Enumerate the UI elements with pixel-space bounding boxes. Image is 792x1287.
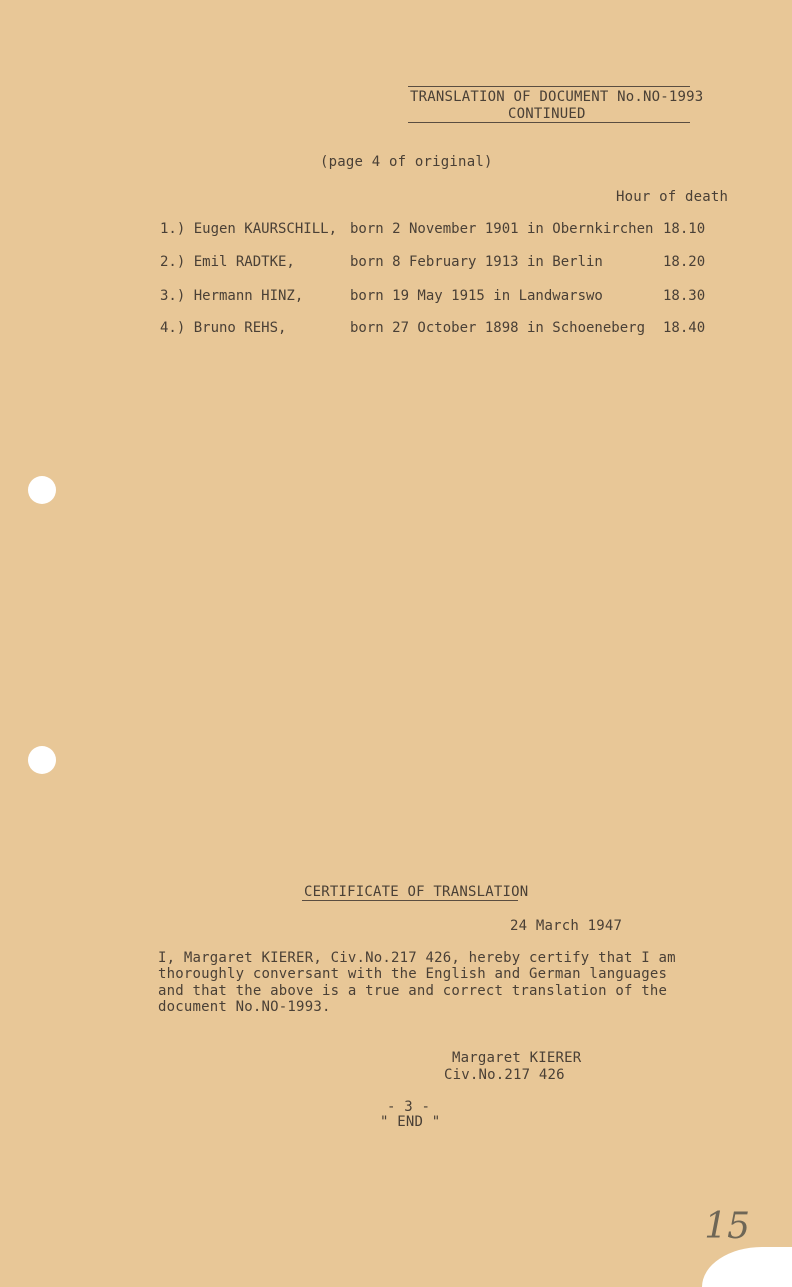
signature: Margaret KIERER bbox=[452, 1050, 582, 1066]
page-note: (page 4 of original) bbox=[320, 154, 493, 170]
certificate-body-line: and that the above is a true and correct translation of the bbox=[158, 983, 668, 999]
entry-name: 3.) Hermann HINZ, bbox=[160, 288, 304, 304]
certificate-title-rule bbox=[302, 900, 518, 901]
list-item bbox=[160, 221, 720, 241]
entry-name: 2.) Emil RADTKE, bbox=[160, 254, 295, 270]
entry-birth: born 19 May 1915 in Landwarswo bbox=[350, 288, 603, 304]
punch-hole bbox=[28, 746, 56, 774]
entry-birth: born 8 February 1913 in Berlin bbox=[350, 254, 603, 270]
header-rule-top bbox=[408, 86, 690, 87]
list-item bbox=[160, 320, 720, 340]
end-mark: " END " bbox=[380, 1114, 441, 1130]
entry-hour: 18.10 bbox=[663, 221, 706, 237]
entry-hour: 18.40 bbox=[663, 320, 706, 336]
header-rule-bottom bbox=[408, 122, 690, 123]
document-header: TRANSLATION OF DOCUMENT No.NO-1993 bbox=[410, 89, 704, 105]
handwritten-page-number: 15 bbox=[704, 1206, 750, 1247]
signature-civ-no: Civ.No.217 426 bbox=[444, 1067, 565, 1083]
list-item bbox=[160, 254, 720, 274]
certificate-body-line: thoroughly conversant with the English and German languages bbox=[158, 966, 668, 982]
page-number: - 3 - bbox=[387, 1099, 431, 1115]
certificate-date: 24 March 1947 bbox=[510, 918, 623, 934]
torn-corner bbox=[702, 1247, 792, 1287]
document-header-continued: CONTINUED bbox=[508, 106, 586, 122]
entry-name: 4.) Bruno REHS, bbox=[160, 320, 287, 336]
entry-name: 1.) Eugen KAURSCHILL, bbox=[160, 221, 338, 237]
certificate-title: CERTIFICATE OF TRANSLATION bbox=[304, 884, 529, 900]
entry-hour: 18.30 bbox=[663, 288, 706, 304]
certificate-body-line: I, Margaret KIERER, Civ.No.217 426, hereby certify that I am bbox=[158, 950, 676, 966]
list-item bbox=[160, 288, 720, 308]
entry-birth: born 27 October 1898 in Schoeneberg bbox=[350, 320, 646, 336]
entry-birth: born 2 November 1901 in Obernkirchen bbox=[350, 221, 654, 237]
entry-hour: 18.20 bbox=[663, 254, 706, 270]
column-header-hour: Hour of death bbox=[616, 189, 729, 205]
punch-hole bbox=[28, 476, 56, 504]
certificate-body-line: document No.NO-1993. bbox=[158, 999, 331, 1015]
